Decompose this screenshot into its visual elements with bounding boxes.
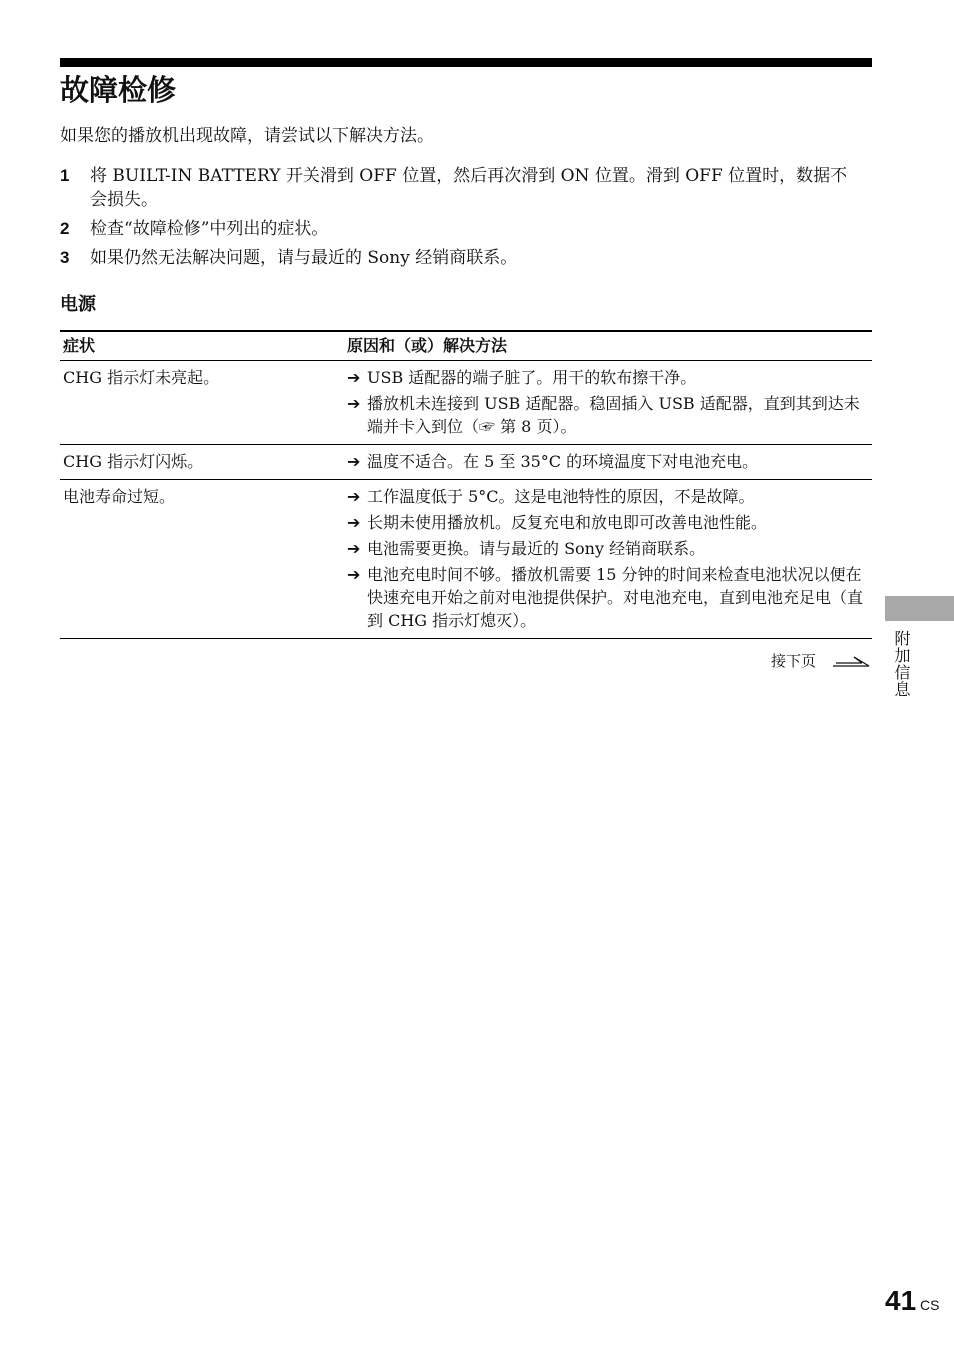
step-item <box>60 217 860 241</box>
side-tab-marker <box>885 596 954 621</box>
page-title: 故障检修 <box>60 73 177 107</box>
step-text: 检查“故障检修”中列出的症状。 <box>90 219 329 239</box>
arrow-icon: ➔ <box>347 487 361 506</box>
cause-item <box>347 392 869 438</box>
cause-cell <box>344 480 872 639</box>
cause-item <box>347 563 869 632</box>
cause-cell <box>344 445 872 480</box>
cause-item <box>347 366 869 389</box>
page-number: 41 <box>885 1285 917 1316</box>
cause-item <box>347 511 869 534</box>
step-number: 2 <box>60 219 70 238</box>
intro-text: 如果您的播放机出现故障，请尝试以下解决方法。 <box>60 126 434 146</box>
cause-item <box>347 485 869 508</box>
steps-list <box>60 164 860 275</box>
section-heading: 电源 <box>60 294 96 315</box>
step-item <box>60 164 860 212</box>
cause-text: 工作温度低于 5°C。这是电池特性的原因，不是故障。 <box>367 487 755 506</box>
symptom-cell: 电池寿命过短。 <box>60 480 344 639</box>
arrow-icon: ➔ <box>347 452 361 471</box>
page-language-code: CS <box>920 1297 940 1313</box>
cause-text: 长期未使用播放机。反复充电和放电即可改善电池性能。 <box>367 513 768 532</box>
symptom-cell: CHG 指示灯闪烁。 <box>60 445 344 480</box>
column-header-symptom: 症状 <box>60 331 344 361</box>
table-row <box>60 361 872 445</box>
cause-text: 播放机未连接到 USB 适配器。稳固插入 USB 适配器，直到其到达未端并卡入到位（☞ 第 8 页）。 <box>367 394 860 436</box>
step-text: 将 BUILT-IN BATTERY 开关滑到 OFF 位置，然后再次滑到 ON 位置。滑到 OFF 位置时，数据不会损失。 <box>90 166 848 210</box>
step-item <box>60 246 860 270</box>
cause-item <box>347 450 869 473</box>
step-text: 如果仍然无法解决问题，请与最近的 Sony 经销商联系。 <box>90 248 518 268</box>
cause-text: 电池充电时间不够。播放机需要 15 分钟的时间来检查电池状况以便在快速充电开始之前对电池提供保护。对电池充电，直到电池充足电（直到 CHG 指示灯熄灭）。 <box>367 565 864 630</box>
arrow-icon: ➔ <box>347 565 361 584</box>
continued-label: 接下页 <box>771 652 817 670</box>
top-rule <box>60 58 872 67</box>
cause-cell <box>344 361 872 445</box>
arrow-icon: ➔ <box>347 394 361 413</box>
table-row <box>60 480 872 639</box>
cause-item <box>347 537 869 560</box>
step-number: 1 <box>60 166 70 185</box>
arrow-icon: ➔ <box>347 513 361 532</box>
symptom-cell: CHG 指示灯未亮起。 <box>60 361 344 445</box>
cause-text: 温度不适合。在 5 至 35°C 的环境温度下对电池充电。 <box>367 452 759 471</box>
cause-text: USB 适配器的端子脏了。用干的软布擦干净。 <box>367 368 697 387</box>
cause-text: 电池需要更换。请与最近的 Sony 经销商联系。 <box>367 539 706 558</box>
arrow-icon: ➔ <box>347 539 361 558</box>
step-number: 3 <box>60 248 70 267</box>
column-header-cause: 原因和（或）解决方法 <box>344 331 872 361</box>
arrow-icon: ➔ <box>347 368 361 387</box>
table-row <box>60 445 872 480</box>
continued-arrow-icon <box>832 656 870 668</box>
troubleshooting-table <box>60 330 872 639</box>
side-tab-label: 附加信息 <box>892 630 911 698</box>
table-header-row <box>60 331 872 361</box>
